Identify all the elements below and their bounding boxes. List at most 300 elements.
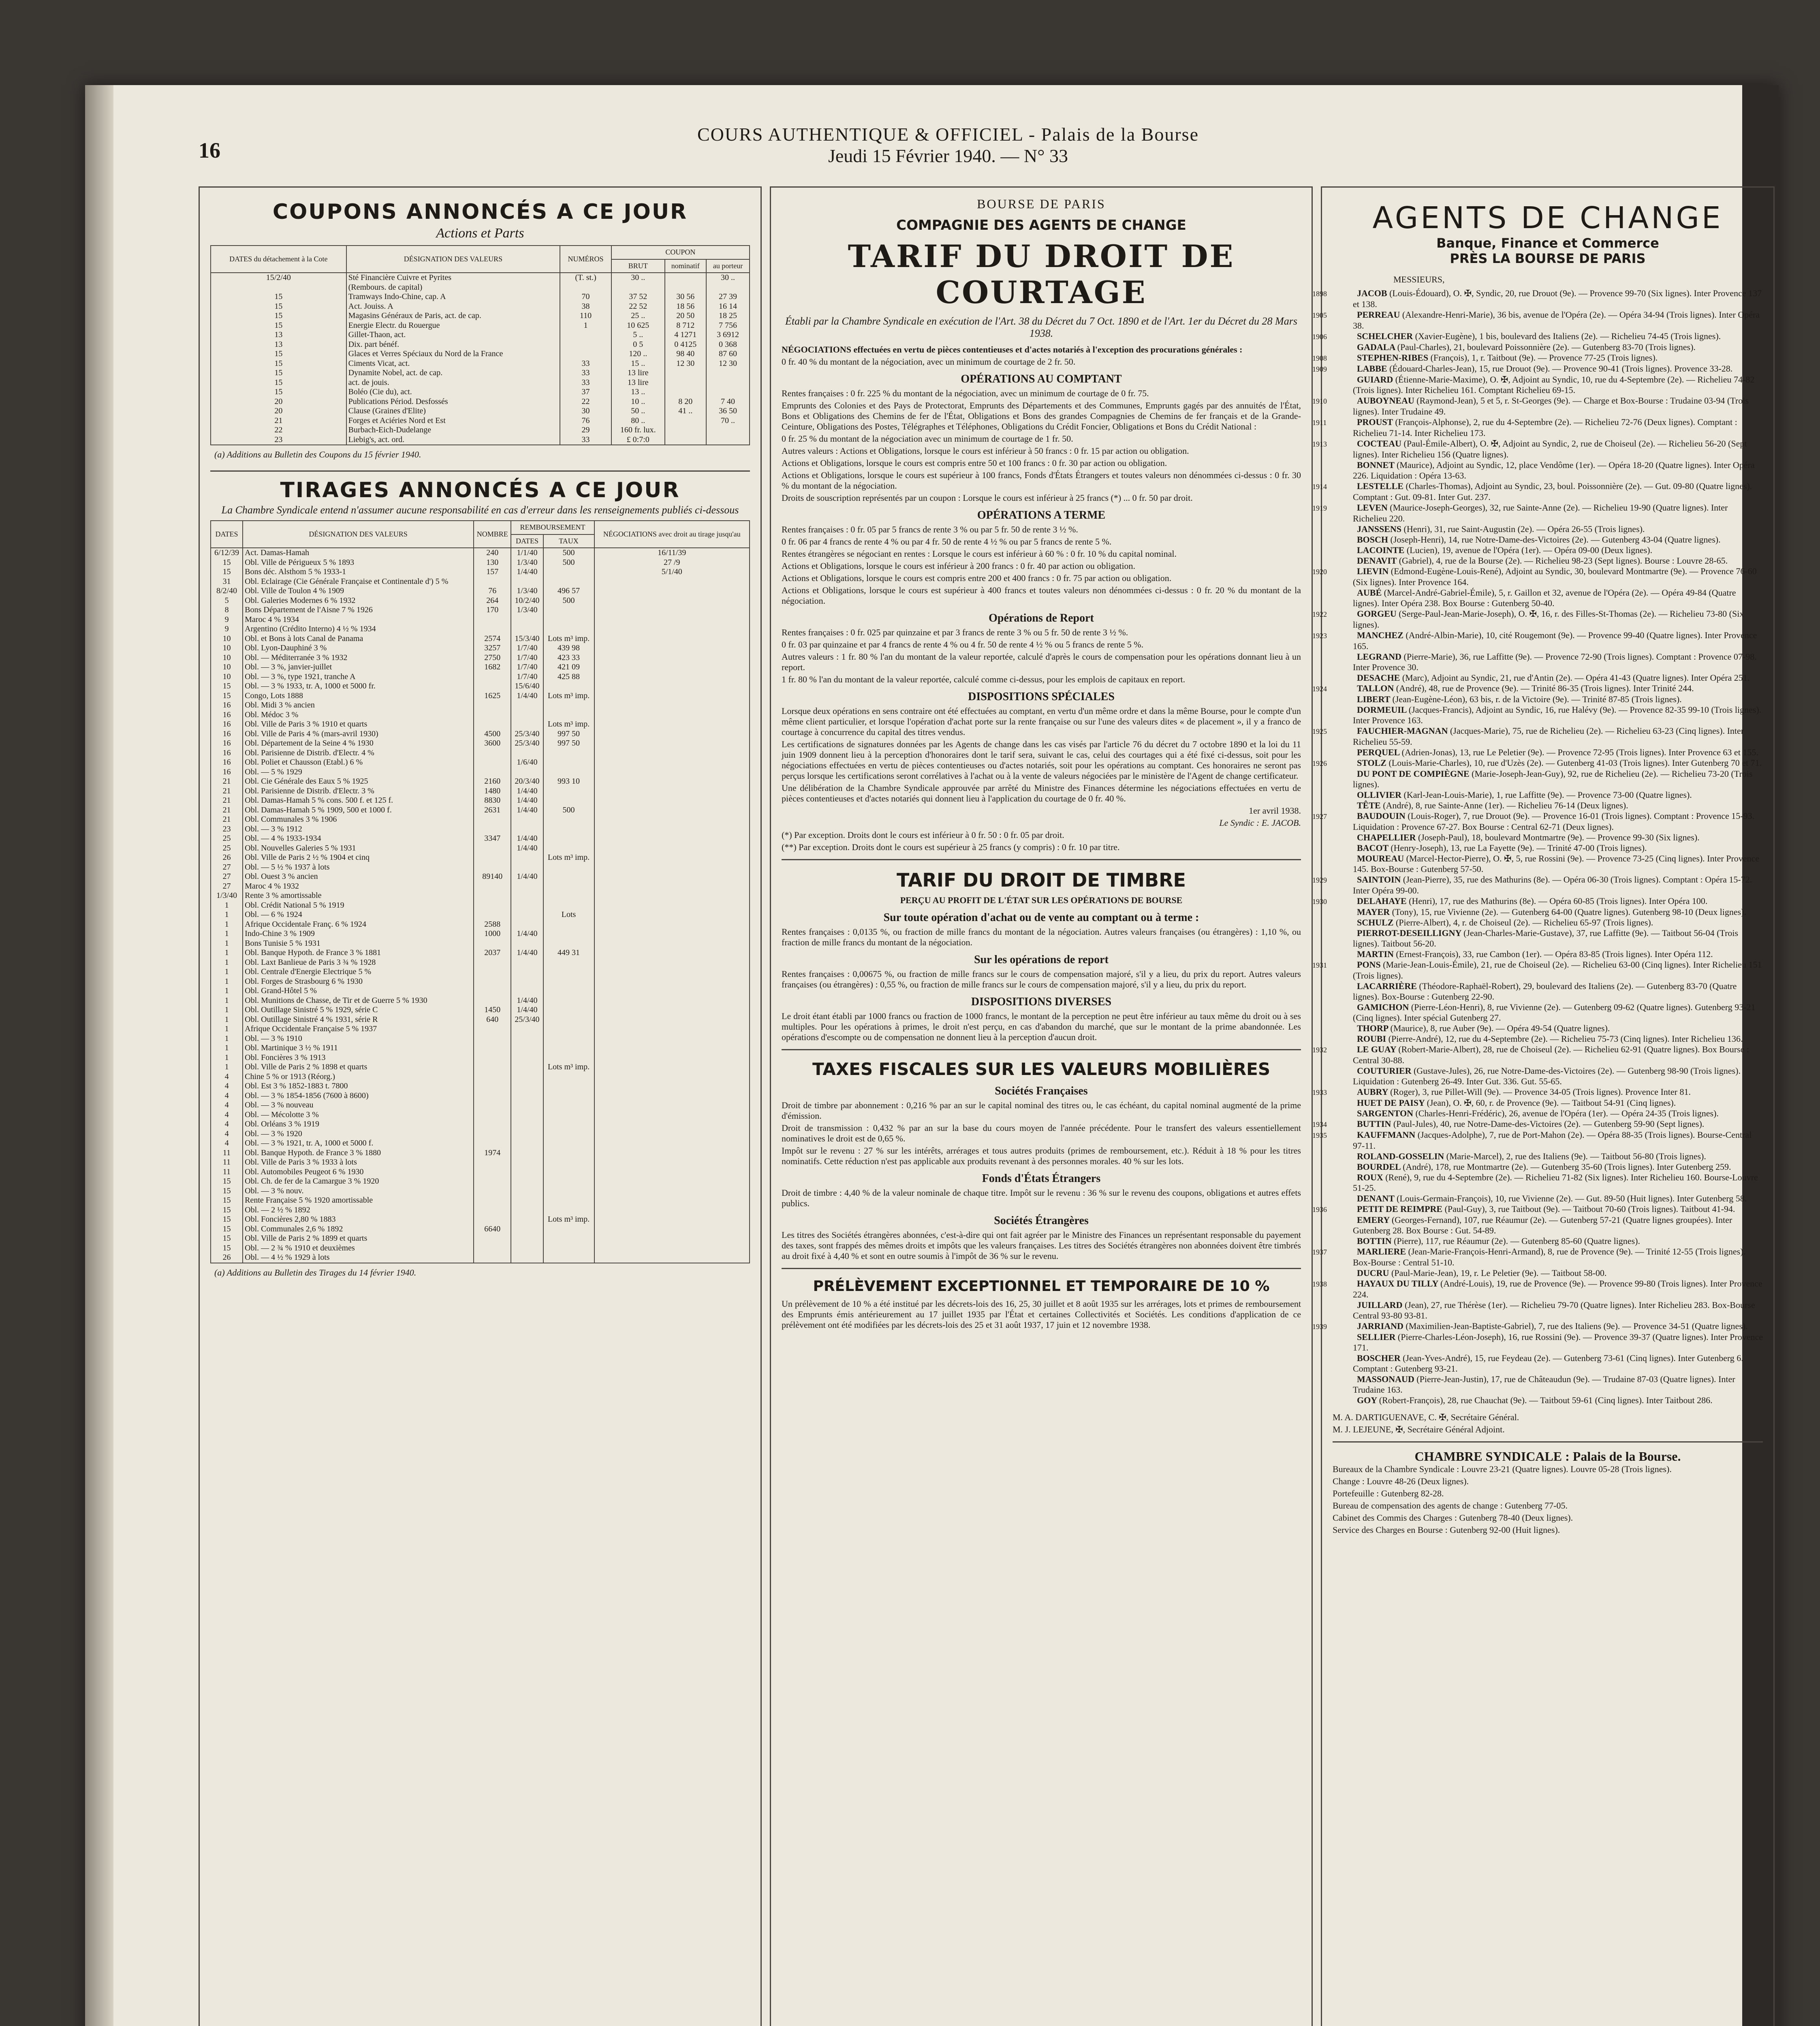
agent-entry bbox=[1312, 353, 1763, 363]
bourse-de-paris: BOURSE DE PARIS bbox=[977, 197, 1106, 211]
tirage-row-cell bbox=[511, 825, 543, 834]
coupon-row bbox=[211, 302, 750, 312]
report-item: 0 fr. 03 par quinzaine et par 4 francs de rente 4 % ou 4 fr. 50 de rente 4 ½ % ou 5 francs de rente 5 %. bbox=[782, 639, 1144, 650]
tirage-row-cell bbox=[594, 834, 750, 844]
agent-entry bbox=[1333, 1108, 1763, 1119]
tirage-row-cell bbox=[594, 1225, 750, 1234]
coupon-row-cell bbox=[665, 273, 706, 283]
comptant-item: Actions et Obligations, lorsque le cours est compris entre 50 et 100 francs : 0 fr. 30 par action ou obligation. bbox=[782, 458, 1167, 468]
coupon-row-cell: 20 50 bbox=[665, 311, 706, 321]
agent-details: (Théodore-Raphaël-Robert), 29, boulevard des Italiens (2e). — Gutenberg 83-70 (Quatre lignes). Box-Bourse : Gutenberg 22-90. bbox=[1353, 981, 1737, 1002]
tirage-row-cell: 21 bbox=[211, 796, 243, 806]
tirage-row-cell bbox=[543, 605, 594, 615]
tirage-row-cell: Obl. Ville de Paris 4 % (mars-avril 1930) bbox=[243, 729, 474, 739]
tirage-row-cell: Obl. Parisienne de Distrib. d'Electr. 3 % bbox=[243, 786, 474, 796]
tirage-row-cell bbox=[594, 967, 750, 977]
tirage-row-cell: 11 bbox=[211, 1167, 243, 1177]
tirage-row-cell bbox=[543, 1072, 594, 1082]
tirage-row-cell bbox=[543, 758, 594, 767]
tirage-row-cell: Maroc 4 % 1932 bbox=[243, 882, 474, 891]
tirage-row-cell: 25/3/40 bbox=[511, 1015, 543, 1025]
coupon-row-cell: 15 bbox=[211, 349, 346, 359]
tirage-row-cell bbox=[594, 1186, 750, 1196]
agent-entry bbox=[1312, 960, 1763, 981]
disposition-item: Une délibération de la Chambre Syndicale approuvée par arrêté du Ministre des Finances détermine les négociations effectuées en vertu de pièces contentieuses et d'actes notariés qui donnent lieu à l'application du courtage de 0 fr. 40 %. bbox=[782, 783, 1301, 804]
col-t-taux: TAUX bbox=[543, 534, 594, 548]
coupon-row-cell bbox=[560, 330, 611, 340]
tirage-row-cell: 10 bbox=[211, 653, 243, 663]
tirage-row-cell: 1/4/40 bbox=[511, 567, 543, 577]
tirage-row-cell bbox=[511, 1205, 543, 1215]
chambre-line: Bureaux de la Chambre Syndicale : Louvre 23-21 (Quatre lignes). Louvre 05-28 (Trois lignes). bbox=[1333, 1464, 1672, 1474]
tirage-row bbox=[211, 748, 750, 758]
tirage-row bbox=[211, 586, 750, 596]
tirage-row-cell: 1/3/40 bbox=[511, 558, 543, 568]
tirage-row-cell bbox=[543, 710, 594, 720]
coupon-row-cell bbox=[665, 368, 706, 378]
agent-entry bbox=[1312, 758, 1763, 769]
tirage-row-cell: Bons Département de l'Aisne 7 % 1926 bbox=[243, 605, 474, 615]
coupon-row-cell: 18 25 bbox=[706, 311, 750, 321]
tirage-row-cell: 8830 bbox=[474, 796, 511, 806]
coupon-row-cell: Glaces et Verres Spéciaux du Nord de la France bbox=[346, 349, 560, 359]
chambre-line: Cabinet des Commis des Charges : Gutenberg 78-40 (Deux lignes). bbox=[1333, 1513, 1573, 1523]
tirage-row-cell bbox=[511, 710, 543, 720]
tirage-row-cell bbox=[594, 986, 750, 996]
tirage-row-cell: Obl. Foncières 3 % 1913 bbox=[243, 1053, 474, 1063]
tirage-row bbox=[211, 910, 750, 920]
tirage-row-cell: Obl. Eclairage (Cie Générale Française et Continentale d') 5 % bbox=[243, 577, 474, 587]
tirage-row-cell bbox=[511, 882, 543, 891]
tirage-row bbox=[211, 1091, 750, 1101]
coupon-row-cell: 13 bbox=[211, 330, 346, 340]
tirage-row-cell bbox=[594, 1091, 750, 1101]
comptant-title: OPÉRATIONS AU COMPTANT bbox=[961, 373, 1122, 385]
tirage-row-cell: 423 33 bbox=[543, 653, 594, 663]
tirage-row bbox=[211, 558, 750, 568]
tirage-row-cell: Obl. Est 3 % 1852-1883 t. 7800 bbox=[243, 1081, 474, 1091]
agent-details: (Georges-Fernand), 107, rue Réaumur (2e). — Gutenberg 57-21 (Quatre lignes groupées). Inter Gutenberg 28. Box Bourse : Gut. 54-89. bbox=[1353, 1215, 1732, 1235]
agent-name: TALLON bbox=[1357, 683, 1396, 693]
agent-details: (Jean), O. ✠, 60, r. de Provence (9e). — Taitbout 54-91 (Cinq lignes). bbox=[1427, 1098, 1676, 1108]
agent-name: AUBRY bbox=[1357, 1087, 1391, 1097]
tirage-row-cell bbox=[511, 1196, 543, 1205]
tirage-row-cell: 16 bbox=[211, 758, 243, 767]
agent-name: LACOINTE bbox=[1357, 545, 1407, 555]
dispositions-list bbox=[782, 706, 1301, 804]
agent-name: SARGENTON bbox=[1357, 1108, 1416, 1118]
tirage-row-cell: 10 bbox=[211, 643, 243, 653]
tirage-row-cell bbox=[594, 1129, 750, 1139]
terme-item: Actions et Obligations, lorsque le cours est compris entre 200 et 400 francs : 0 fr. 75 par action ou obligation. bbox=[782, 573, 1172, 583]
tirage-row-cell bbox=[543, 682, 594, 691]
tirage-row-cell: 1/7/40 bbox=[511, 653, 543, 663]
agent-entry bbox=[1312, 1087, 1763, 1098]
tirage-row-cell: 1 bbox=[211, 1043, 243, 1053]
tirage-row-cell: 5/1/40 bbox=[594, 567, 750, 577]
tirage-row-cell: 21 bbox=[211, 815, 243, 825]
agent-entry bbox=[1312, 1278, 1763, 1300]
tirage-row-cell bbox=[511, 1081, 543, 1091]
tirage-row-cell bbox=[543, 577, 594, 587]
coupon-row-cell: 15 bbox=[211, 292, 346, 302]
comptant-item: Actions et Obligations, lorsque le cours est supérieur à 100 francs, Fonds d'États Étrangers et toutes valeurs non dénommées ci-dessus : 0 fr. 30 % du montant de la négociation. bbox=[782, 470, 1301, 491]
tirage-row-cell: Obl. Médoc 3 % bbox=[243, 710, 474, 720]
agent-name: GADALA bbox=[1357, 342, 1397, 352]
coupon-row-cell bbox=[706, 283, 750, 293]
tirage-row bbox=[211, 758, 750, 767]
tirage-row-cell bbox=[474, 901, 511, 910]
terme-title: OPÉRATIONS A TERME bbox=[977, 509, 1106, 521]
agent-details: (André), 178, rue Montmartre (2e). — Gutenberg 35-60 (Trois lignes). Inter Gutenberg 259. bbox=[1403, 1162, 1731, 1172]
tirage-row-cell: 1 bbox=[211, 967, 243, 977]
agent-details: (Jean-Yves-André), 15, rue Feydeau (2e). — Gutenberg 73-61 (Cinq lignes). Inter Gutenberg 6. Comptant : Gutenberg 93-21. bbox=[1353, 1353, 1743, 1374]
tirage-row-cell bbox=[511, 1129, 543, 1139]
agent-name: MARTIN bbox=[1357, 949, 1396, 959]
tirage-row-cell bbox=[511, 1043, 543, 1053]
tirage-row-cell: 25/3/40 bbox=[511, 739, 543, 748]
agent-name: HUET DE PAISY bbox=[1357, 1098, 1427, 1108]
tirage-row-cell: Afrique Occidentale Française 5 % 1937 bbox=[243, 1024, 474, 1034]
agent-entry bbox=[1333, 832, 1763, 843]
tirage-row-cell bbox=[511, 767, 543, 777]
tirage-row bbox=[211, 1043, 750, 1053]
agent-entry bbox=[1333, 928, 1763, 949]
coupon-row-cell: 15 .. bbox=[611, 359, 665, 369]
agent-entry bbox=[1333, 588, 1763, 609]
tirage-row bbox=[211, 815, 750, 825]
timbre-title: TARIF DU DROIT DE TIMBRE bbox=[897, 869, 1186, 891]
tirage-row-cell: 1/4/40 bbox=[511, 1005, 543, 1015]
agent-details: (Pierre-Charles-Léon-Joseph), 16, rue Rossini (9e). — Provence 39-37 (Quatre lignes). Inter Provence 171. bbox=[1353, 1332, 1763, 1353]
taxes-fr-item: Impôt sur le revenu : 27 % sur les intérêts, arrérages et tous autres produits (primes de remboursement, etc.). Réduit à 18 % pour les titres nominatifs. Cette réduction n'est pas applicable aux produits revenant à des personnes morales. 40 % sur les lots. bbox=[782, 1146, 1301, 1166]
tirage-row-cell bbox=[511, 1120, 543, 1129]
tirage-row-cell bbox=[594, 977, 750, 987]
tirage-row-cell: Obl. — 2 ¾ % 1910 et deuxièmes bbox=[243, 1244, 474, 1253]
tirage-row-cell bbox=[511, 1158, 543, 1167]
tirage-row-cell bbox=[474, 1034, 511, 1044]
tirage-row-cell bbox=[543, 786, 594, 796]
coupon-row-cell: 15 bbox=[211, 368, 346, 378]
timbre-h3: DISPOSITIONS DIVERSES bbox=[971, 996, 1112, 1008]
tirage-row-cell bbox=[474, 977, 511, 987]
coupon-row-cell: (T. st.) bbox=[560, 273, 611, 283]
tirage-row bbox=[211, 1225, 750, 1234]
agent-details: (Marie-Joseph-Jean-Guy), 92, rue de Richelieu (2e). — Richelieu 73-20 (Trois lignes). bbox=[1353, 769, 1753, 789]
agent-name: BOSCHER bbox=[1357, 1353, 1403, 1363]
agent-entry bbox=[1333, 1374, 1763, 1395]
agent-details: (Raymond-Jean), 5 et 5, r. St-Georges (9e). — Charge et Box-Bourse : Trudaine 03-94 (Trois lignes). Inter Trudaine 49. bbox=[1353, 395, 1749, 417]
tirage-row-cell bbox=[594, 1205, 750, 1215]
tirage-row-cell: 5 bbox=[211, 596, 243, 606]
tirage-row-cell: 23 bbox=[211, 825, 243, 834]
coupon-row-cell bbox=[706, 435, 750, 445]
agent-entry bbox=[1312, 726, 1763, 747]
agent-name: PROUST bbox=[1357, 417, 1395, 427]
tirage-row-cell bbox=[543, 615, 594, 625]
agent-entry bbox=[1312, 1119, 1763, 1130]
agent-details: (André-Louis), 19, rue de Provence (9e). — Provence 99-80 (Trois lignes). Inter Provence 224. bbox=[1353, 1278, 1762, 1299]
agent-entry bbox=[1333, 1023, 1763, 1034]
agent-name: SCHULZ bbox=[1357, 917, 1396, 928]
tirage-row-cell: 1 bbox=[211, 929, 243, 939]
coupon-row-cell: 30 .. bbox=[706, 273, 750, 283]
tirage-row-cell bbox=[511, 748, 543, 758]
tirage-row-cell bbox=[594, 1053, 750, 1063]
tirage-row-cell: 15/6/40 bbox=[511, 682, 543, 691]
agent-name: PIERROT-DESEILLIGNY bbox=[1357, 928, 1464, 938]
coupon-row-cell: 15 bbox=[211, 359, 346, 369]
agent-details: (Henri), 17, rue des Mathurins (8e). — Opéra 60-85 (Trois lignes). Inter Opéra 100. bbox=[1409, 896, 1708, 906]
tirage-row-cell: Obl. — 3 % 1910 bbox=[243, 1034, 474, 1044]
agent-entry bbox=[1333, 917, 1763, 928]
tirage-row-cell bbox=[474, 1062, 511, 1072]
tirage-row-cell: 1480 bbox=[474, 786, 511, 796]
agent-entry bbox=[1333, 556, 1763, 566]
agent-name: ROUBI bbox=[1357, 1034, 1388, 1044]
agent-name: ROUX bbox=[1357, 1172, 1386, 1182]
coupon-row-cell: 30 .. bbox=[611, 273, 665, 283]
tirage-row-cell bbox=[594, 1215, 750, 1225]
tirage-row-cell: 20/3/40 bbox=[511, 777, 543, 786]
tirage-row-cell bbox=[511, 815, 543, 825]
tirage-row-cell bbox=[594, 596, 750, 606]
coupon-row-cell: 15/2/40 bbox=[211, 273, 346, 283]
coupon-row-cell: 70 .. bbox=[706, 416, 750, 426]
tirage-row-cell bbox=[474, 844, 511, 853]
col-t-dates: DATES bbox=[211, 521, 243, 548]
tirage-row-cell bbox=[474, 910, 511, 920]
tirage-row-cell: Obl. — 3 % nouv. bbox=[243, 1186, 474, 1196]
tirage-row bbox=[211, 1005, 750, 1015]
agent-details: (Marie-Marcel), 2, rue des Italiens (9e). — Taitbout 56-80 (Trois lignes). bbox=[1446, 1151, 1706, 1161]
tirage-row-cell bbox=[511, 1186, 543, 1196]
coupon-row bbox=[211, 340, 750, 350]
binding-spine bbox=[85, 85, 113, 2026]
agent-entry bbox=[1333, 694, 1763, 705]
tirage-row-cell bbox=[543, 834, 594, 844]
agent-entry bbox=[1333, 853, 1763, 874]
report-title: Opérations de Report bbox=[989, 612, 1094, 624]
agent-entry bbox=[1333, 705, 1763, 726]
agent-entry bbox=[1333, 1395, 1763, 1406]
agent-name: CHAPELLIER bbox=[1357, 832, 1418, 842]
agent-details: (Paul-Marie-Jean), 19, r. Le Peletier (9e). — Taitbout 58-00. bbox=[1391, 1268, 1607, 1278]
agent-name: SCHELCHER bbox=[1357, 331, 1415, 341]
tirage-row-cell bbox=[511, 863, 543, 872]
tirage-row-cell: Obl. Ville de Paris 2 ½ % 1904 et cinq bbox=[243, 853, 474, 863]
agent-details: (Jean), 27, rue Thérèse (1er). — Richelieu 79-70 (Quatre lignes). Inter Richelieu 283. Box-Bourse Central 93-80 93-81. bbox=[1353, 1300, 1755, 1321]
agent-entry bbox=[1312, 288, 1763, 310]
agent-entry bbox=[1312, 1246, 1763, 1268]
tirage-row-cell: 6640 bbox=[474, 1225, 511, 1234]
tirage-row bbox=[211, 958, 750, 968]
agent-year: 1923 bbox=[1312, 632, 1327, 640]
coupon-row-cell: 8 712 bbox=[665, 321, 706, 331]
coupon-row-cell: 16 14 bbox=[706, 302, 750, 312]
tirage-row bbox=[211, 710, 750, 720]
tirage-row bbox=[211, 1062, 750, 1072]
tirage-row-cell: 10 bbox=[211, 663, 243, 672]
agent-entry bbox=[1312, 417, 1763, 438]
agent-details: (Pierre-Léon-Henri), 8, rue Vivienne (2e). — Gutenberg 09-62 (Quatre lignes). Gutenberg 93-21 (Cinq lignes). Inter spécial Gutenberg 27. bbox=[1353, 1002, 1756, 1023]
tirage-row-cell bbox=[474, 1186, 511, 1196]
tirage-row-cell: Afrique Occidentale Franç. 6 % 1924 bbox=[243, 920, 474, 930]
tirage-row-cell bbox=[511, 1072, 543, 1082]
tirage-row bbox=[211, 986, 750, 996]
agent-entry bbox=[1333, 907, 1763, 917]
tirage-row bbox=[211, 967, 750, 977]
tirage-row-cell: 31 bbox=[211, 577, 243, 587]
tirage-row-cell: 15 bbox=[211, 1205, 243, 1215]
tirage-row-cell bbox=[474, 1215, 511, 1225]
agent-entry bbox=[1312, 811, 1763, 832]
agent-entry bbox=[1333, 1002, 1763, 1023]
comptant-item: 0 fr. 25 % du montant de la négociation avec un minimum de courtage de 1 fr. 50. bbox=[782, 434, 1073, 444]
tirage-row-cell bbox=[511, 901, 543, 910]
tirage-row-cell bbox=[543, 901, 594, 910]
agent-name: AUBOYNEAU bbox=[1357, 395, 1417, 406]
coupon-row-cell: 33 bbox=[560, 378, 611, 388]
tirage-row-cell bbox=[474, 1177, 511, 1186]
tirage-row bbox=[211, 939, 750, 949]
taxes-fr-item: Droit de timbre par abonnement : 0,216 % par an sur le capital nominal des titres ou, le cas échéant, du capital nominal augmenté de la prime d'émission. bbox=[782, 1100, 1301, 1121]
tirage-row-cell: 130 bbox=[474, 558, 511, 568]
tirage-row-cell bbox=[543, 1110, 594, 1120]
agent-details: (Paul-Charles), 21, boulevard Poissonnière (2e). — Gutenberg 83-70 (Trois lignes). bbox=[1397, 342, 1696, 352]
tirage-row-cell bbox=[594, 958, 750, 968]
tirage-row bbox=[211, 548, 750, 558]
tirage-row-cell bbox=[594, 910, 750, 920]
tirage-row bbox=[211, 1244, 750, 1253]
tirage-row-cell: 1/4/40 bbox=[511, 996, 543, 1006]
tirage-row-cell: 1000 bbox=[474, 929, 511, 939]
tirage-row-cell bbox=[594, 786, 750, 796]
tirage-row-cell bbox=[543, 958, 594, 968]
agent-name: JACOB bbox=[1357, 288, 1390, 298]
tirage-row-cell bbox=[474, 767, 511, 777]
tirage-row-cell: 11 bbox=[211, 1158, 243, 1167]
coupon-row-cell: 15 bbox=[211, 311, 346, 321]
tirage-row-cell bbox=[511, 1167, 543, 1177]
tirage-row-cell: 1 bbox=[211, 1062, 243, 1072]
tirage-row-cell bbox=[594, 1024, 750, 1034]
tirage-row-cell: 3257 bbox=[474, 643, 511, 653]
coupon-row-cell: 33 bbox=[560, 435, 611, 445]
coupon-row-cell: 20 bbox=[211, 406, 346, 416]
agent-name: FAUCHIER-MAGNAN bbox=[1357, 726, 1450, 736]
tirage-row-cell bbox=[543, 986, 594, 996]
tirage-row-cell: 26 bbox=[211, 853, 243, 863]
agent-details: (Adrien-Jonas), 13, rue Le Peletier (9e). — Provence 72-95 (Trois lignes). Inter Provence 63 et 155. bbox=[1401, 747, 1758, 757]
tirage-row-cell: 16 bbox=[211, 701, 243, 710]
agent-name: BONNET bbox=[1357, 460, 1397, 470]
tirage-row-cell bbox=[474, 1101, 511, 1110]
tirage-row-cell: 15 bbox=[211, 1196, 243, 1205]
tirage-row-cell: 25 bbox=[211, 844, 243, 853]
tirage-row-cell: 439 98 bbox=[543, 643, 594, 653]
tirage-row-cell bbox=[474, 1091, 511, 1101]
tirage-row-cell: 4 bbox=[211, 1091, 243, 1101]
agent-details: (François-Alphonse), 2, rue du 4-Septembre (2e). — Richelieu 72-76 (Deux lignes). Comptant : Richelieu 71-14. Inter Richelieu 173. bbox=[1353, 417, 1737, 438]
agent-details: (Jacques-Francis), Adjoint au Syndic, 16, rue Halévy (9e). — Provence 82-35 99-10 (Trois lignes). Inter Provence 163. bbox=[1353, 705, 1762, 725]
agent-details: (Louis-Roger), 7, rue Drouot (9e). — Provence 16-01 (Trois lignes). Comptant : Provence 15-93. Liquidation : Provence 67-27. Box Bourse : Central 62-71 (Deux lignes). bbox=[1353, 811, 1755, 832]
agent-name: STOLZ bbox=[1357, 758, 1389, 768]
tirage-row-cell: 15 bbox=[211, 1234, 243, 1244]
tirage-row-cell: Obl. Ville de Paris 3 % 1910 et quarts bbox=[243, 720, 474, 729]
prelevement-text: Un prélèvement de 10 % a été institué par les décrets-lois des 16, 25, 30 juillet et 8 août 1935 sur les arrérages, lots et primes de remboursement des Emprunts émis antérieurement au 17 juillet 1935 par l'État et certaines Collectivités et Sociétés. Les conditions d'application de ce prélèvement ont été modifiées par les décrets-lois des 25 et 31 août 1937, 17 juin et 12 novembre 1938. bbox=[782, 1299, 1301, 1330]
agent-name: MOUREAU bbox=[1357, 853, 1406, 863]
tirage-row-cell: 1/6/40 bbox=[511, 758, 543, 767]
tirage-row-cell: 500 bbox=[543, 596, 594, 606]
tirage-row-cell bbox=[594, 1110, 750, 1120]
tirage-row-cell: 15 bbox=[211, 567, 243, 577]
tirage-row bbox=[211, 786, 750, 796]
tirage-row-cell: Obl. — 3 % 1854-1856 (7600 à 8600) bbox=[243, 1091, 474, 1101]
tirage-row-cell bbox=[474, 1167, 511, 1177]
coupon-row-cell: 15 bbox=[211, 302, 346, 312]
tirage-row-cell: Congo, Lots 1888 bbox=[243, 691, 474, 701]
terme-list bbox=[782, 524, 1301, 606]
tirage-row-cell: 1 bbox=[211, 920, 243, 930]
agent-entry bbox=[1333, 342, 1763, 353]
tirage-row-cell bbox=[543, 1196, 594, 1205]
tirage-row-cell: 1/4/40 bbox=[511, 948, 543, 958]
agent-entry bbox=[1333, 1151, 1763, 1162]
tirage-row bbox=[211, 996, 750, 1006]
tirage-row-cell bbox=[594, 739, 750, 748]
coupon-row-cell: 30 56 bbox=[665, 292, 706, 302]
agent-entry bbox=[1312, 395, 1763, 417]
tirage-row-cell bbox=[474, 1024, 511, 1034]
tirage-row bbox=[211, 1205, 750, 1215]
coupon-row bbox=[211, 416, 750, 426]
coupon-row-cell: 33 bbox=[560, 359, 611, 369]
tirage-row-cell bbox=[474, 863, 511, 872]
tirage-row-cell: Obl. Ville de Paris 3 % 1933 à lots bbox=[243, 1158, 474, 1167]
page-number: 16 bbox=[199, 138, 220, 162]
coupon-row-cell: 4 1271 bbox=[665, 330, 706, 340]
tirage-row-cell: 1 bbox=[211, 977, 243, 987]
coupon-row-cell: 15 bbox=[211, 321, 346, 331]
tirage-row-cell: Lots m³ imp. bbox=[543, 1215, 594, 1225]
agent-entry bbox=[1333, 652, 1763, 673]
agent-name: BACOT bbox=[1357, 843, 1391, 853]
tirage-row-cell: 157 bbox=[474, 567, 511, 577]
comptant-item: Rentes françaises : 0 fr. 225 % du montant de la négociation, avec un minimum de courtage de 0 fr. 75. bbox=[782, 388, 1149, 398]
tarif-footnotes bbox=[782, 830, 1301, 853]
coupon-row-cell bbox=[611, 283, 665, 293]
tirage-row-cell: 16 bbox=[211, 729, 243, 739]
tirage-row-cell bbox=[474, 882, 511, 891]
col-brut: BRUT bbox=[611, 259, 665, 273]
agent-entry bbox=[1312, 310, 1763, 331]
agent-year: 1932 bbox=[1312, 1046, 1327, 1054]
tirage-row-cell bbox=[511, 577, 543, 587]
agent-name: JANSSENS bbox=[1357, 524, 1404, 534]
coupon-row-cell: Sté Financière Cuivre et Pyrites bbox=[346, 273, 560, 283]
agent-entry bbox=[1312, 874, 1763, 896]
report-list bbox=[782, 627, 1301, 685]
coupon-row-cell bbox=[560, 340, 611, 350]
tirage-row-cell: 15 bbox=[211, 682, 243, 691]
tarif-courtage-title: TARIF DU DROIT DE COURTAGE bbox=[848, 238, 1235, 310]
coupon-row-cell: 37 bbox=[560, 387, 611, 397]
tirage-row bbox=[211, 1148, 750, 1158]
tirage-row-cell bbox=[543, 796, 594, 806]
agent-details: (Jacques-Adolphe), 7, rue de Port-Mahon (2e). — Opéra 88-35 (Trois lignes). Bourse-Central 97-11. bbox=[1353, 1130, 1752, 1151]
tirage-row-cell bbox=[474, 1253, 511, 1263]
